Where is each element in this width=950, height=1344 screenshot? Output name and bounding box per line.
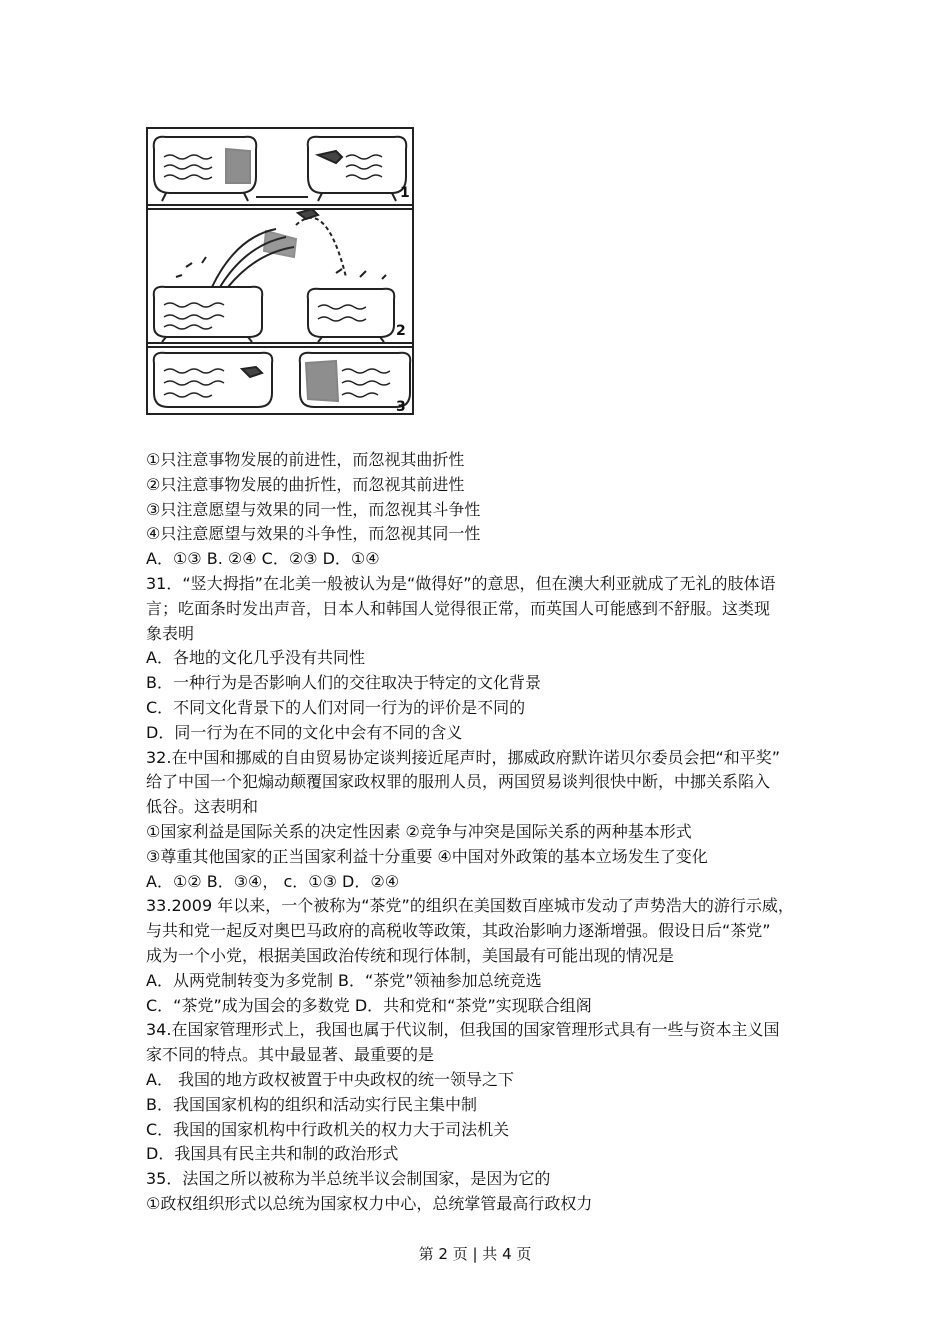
text-line: C．我国的国家机构中行政机关的权力大于司法机关 (146, 1119, 510, 1139)
text-line: 成为一个小党，根据美国政治传统和现行体制，美国最有可能出现的情况是 (146, 945, 675, 965)
text-line: ②只注意事物发展的曲折性，而忽视其前进性 (146, 474, 465, 494)
panel-1 (154, 137, 407, 201)
text-line: 35．法国之所以被称为半总统半议会制国家，是因为它的 (146, 1169, 551, 1189)
text-line: A．各地的文化几乎没有共同性 (146, 648, 365, 668)
text-line: ①只注意事物发展的前进性，而忽视其曲折性 (146, 450, 465, 469)
panel-label-1: 1 (400, 185, 410, 201)
text-line: B．一种行为是否影响人们的交往取决于特定的文化背景 (146, 673, 541, 693)
text-line: 给了中国一个犯煽动颠覆国家政权罪的服刑人员，两国贸易谈判很快中断，中挪关系陷入 (146, 772, 771, 792)
text-line: ①政权组织形式以总统为国家权力中心，总统掌管最高行政权力 (146, 1193, 593, 1213)
text-line: 象表明 (146, 623, 195, 643)
text-line: D．同一行为在不同的文化中会有不同的含义 (146, 722, 463, 742)
text-line: C．“茶党”成为国会的多数党 D．共和党和“茶党”实现联合组阁 (146, 995, 592, 1015)
text-line: B．我国国家机构的组织和活动实行民主集中制 (146, 1094, 477, 1114)
text-line: 31．“竖大拇指”在北美一般被认为是“做得好”的意思，但在澳大利亚就成了无礼的肢体语 (146, 573, 776, 593)
text-line: ④只注意愿望与效果的斗争性，而忽视其同一性 (146, 524, 481, 544)
text-line: ③尊重其他国家的正当国家利益十分重要 ④中国对外政策的基本立场发生了变化 (146, 846, 708, 866)
text-line: A．从两党制转变为多党制 B．“茶党”领袖参加总统竞选 (146, 970, 542, 990)
text-line: 言；吃面条时发出声音，日本人和韩国人觉得很正常，而英国人可能感到不舒服。这类现 (146, 598, 771, 618)
panel-label-2: 2 (396, 323, 406, 339)
text-line: 低谷。这表明和 (146, 797, 259, 817)
panel-3 (154, 353, 411, 407)
question-text (146, 448, 810, 1217)
panel-2 (154, 209, 395, 342)
cartoon-figure (146, 127, 414, 415)
text-line: A．①② B．③④， c．①③ D．②④ (146, 871, 400, 891)
text-line: A．①③ B. ②④ C．②③ D．①④ (146, 549, 380, 569)
text-line: ③只注意愿望与效果的同一性，而忽视其斗争性 (146, 499, 481, 519)
text-line: 33.2009 年以来，一个被称为“茶党”的组织在美国数百座城市发动了声势浩大的游行示威， (146, 896, 794, 916)
page-footer: 第 2 页 | 共 4 页 (418, 1245, 532, 1263)
text-line: 与共和党一起反对奥巴马政府的高税收等政策，其政治影响力逐渐增强。假设日后“茶党” (146, 921, 771, 941)
text-line: 32.在中国和挪威的自由贸易协定谈判接近尾声时，挪威政府默许诺贝尔委员会把“和平奖” (146, 747, 781, 767)
text-line: C．不同文化背景下的人们对同一行为的评价是不同的 (146, 697, 526, 717)
text-line: ①国家利益是国际关系的决定性因素 ②竞争与冲突是国际关系的两种基本形式 (146, 821, 692, 841)
cartoon-fish-tanks (146, 127, 414, 415)
text-line: D．我国具有民主共和制的政治形式 (146, 1144, 399, 1164)
text-line: 34.在国家管理形式上，我国也属于代议制，但我国的国家管理形式具有一些与资本主义国 (146, 1020, 780, 1040)
text-line: A． 我国的地方政权被置于中央政权的统一领导之下 (146, 1069, 515, 1089)
text-line: 家不同的特点。其中最显著、最重要的是 (146, 1045, 435, 1065)
panel-label-3: 3 (396, 399, 406, 415)
